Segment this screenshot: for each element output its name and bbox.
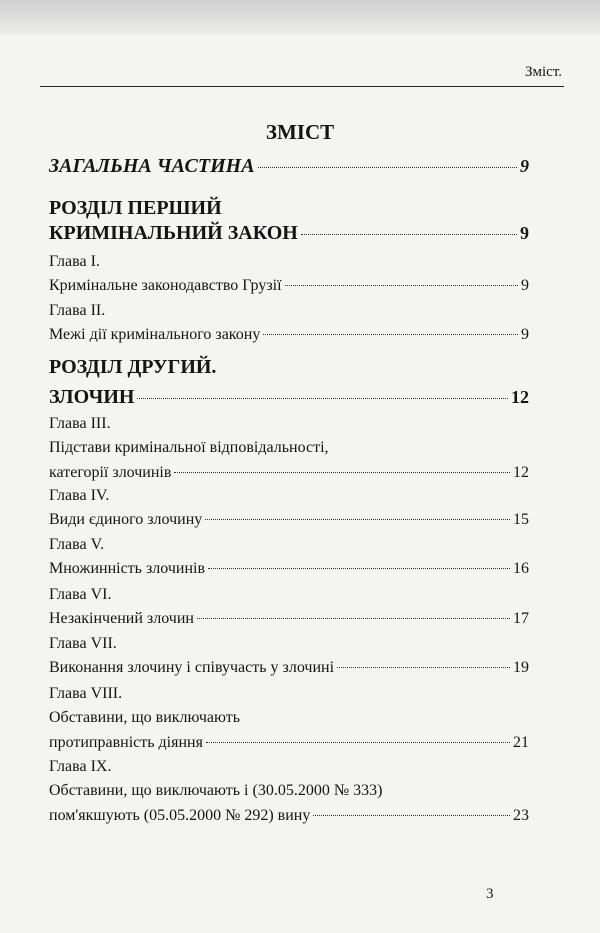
page-number: 12 (511, 387, 529, 407)
chapter-title: Виконання злочину і співучасть у злочині (49, 659, 335, 676)
dot-leader (137, 398, 508, 399)
chapter-label: Глава VI. (49, 586, 112, 603)
dot-leader (301, 234, 517, 235)
toc-entry-section-2[interactable] (49, 352, 529, 412)
section-2-title: ЗЛОЧИН (49, 386, 135, 408)
dot-leader (174, 472, 510, 473)
section-1-label: РОЗДІЛ ПЕРШИЙ (49, 197, 222, 219)
chapter-title: Межі дії кримінального закону (49, 326, 261, 343)
section-2-label: РОЗДІЛ ДРУГИЙ. (49, 356, 217, 378)
chapter-label: Глава IX. (49, 758, 112, 775)
page-top-edge (0, 0, 600, 34)
general-part-title: ЗАГАЛЬНА ЧАСТИНА (49, 155, 255, 177)
page-number: 9 (521, 326, 529, 343)
chapter-label: Глава VII. (49, 635, 117, 652)
section-1-heading (49, 196, 529, 221)
page-number: 15 (513, 511, 529, 528)
page-number: 17 (513, 610, 529, 627)
page-number: 16 (513, 560, 529, 577)
dot-leader (206, 742, 510, 743)
toc-entry-section-1[interactable] (49, 196, 529, 246)
chapter-label: Глава VIII. (49, 685, 123, 702)
page-number: 12 (513, 464, 529, 481)
dot-leader (285, 285, 518, 286)
dot-leader (205, 519, 510, 520)
toc-entry-chapter-2[interactable] (49, 300, 529, 347)
running-head: Зміст. (524, 64, 562, 80)
toc-entry-chapter-1[interactable] (49, 251, 529, 298)
page-folio: 3 (486, 886, 494, 902)
page-number: 9 (521, 277, 529, 294)
dot-leader (208, 568, 510, 569)
page-number: 19 (513, 659, 529, 676)
dot-leader (337, 667, 510, 668)
chapter-title-line-2: пом'якшують (05.05.2000 № 292) вину (49, 807, 311, 824)
chapter-title-line-1: Обставини, що виключають (49, 709, 241, 726)
page-number: 9 (520, 156, 529, 176)
toc-entry-chapter-8[interactable] (49, 683, 529, 755)
section-1-title: КРИМІНАЛЬНИЙ ЗАКОН (49, 222, 298, 244)
chapter-label: Глава V. (49, 536, 105, 553)
dot-leader (197, 618, 510, 619)
chapter-title-line-2: протиправність діяння (49, 734, 203, 751)
chapter-title: Види єдиного злочину (49, 511, 203, 528)
chapter-label: Глава IV. (49, 487, 110, 504)
dot-leader (263, 334, 518, 335)
dot-leader (313, 815, 510, 816)
toc-title: ЗМІСТ (265, 120, 335, 144)
toc-entry-chapter-5[interactable] (49, 534, 529, 581)
chapter-label: Глава I. (49, 253, 100, 270)
chapter-title-line-1: Підстави кримінальної відповідальності, (49, 439, 329, 456)
chapter-title-line-1: Обставини, що виключають і (30.05.2000 № 333) (49, 782, 383, 799)
toc-entry-chapter-3[interactable] (49, 413, 529, 485)
page-number: 23 (513, 807, 529, 824)
header-rule (40, 86, 564, 87)
chapter-title-line-2: категорії злочинів (49, 464, 172, 481)
toc-entry-chapter-6[interactable] (49, 584, 529, 631)
chapter-title: Незакінчений злочин (49, 610, 194, 627)
page-number: 21 (513, 734, 529, 751)
toc-entry-chapter-9[interactable] (49, 756, 529, 828)
chapter-label: Глава III. (49, 415, 111, 432)
chapter-title: Кримінальне законодавство Грузії (49, 277, 282, 294)
chapter-title: Множинність злочинів (49, 560, 206, 577)
toc-entry-general-part[interactable] (49, 154, 529, 179)
toc-entry-chapter-4[interactable] (49, 485, 529, 532)
dot-leader (258, 167, 517, 168)
chapter-label: Глава II. (49, 302, 106, 319)
page-number: 9 (520, 223, 529, 243)
toc-entry-chapter-7[interactable] (49, 633, 529, 680)
